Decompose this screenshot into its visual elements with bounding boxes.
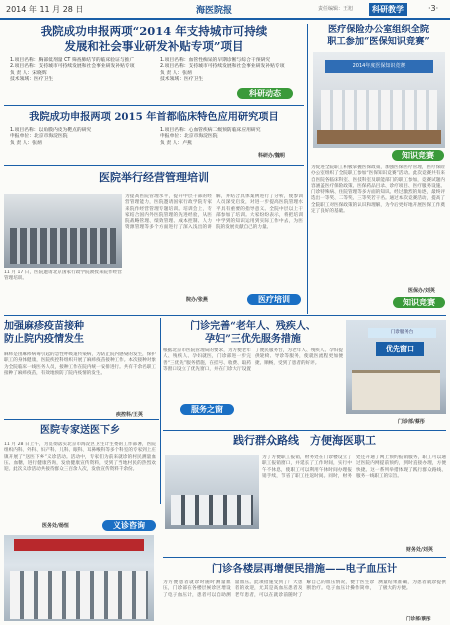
banner: 2014年度医保知识竞赛 (325, 60, 433, 73)
tag-knowledge: 知识竞赛 (393, 297, 445, 308)
article-body: 根据北京市医院管理局的要求，为方便老年人、残疾人、孕妇就医，门诊部进一步完善“三优先”服务措施，在挂号、收费、取药等窗口设立了优先窗口，并在门诊大厅设置了便民服务台，为老年人、残疾人、孕妇提供轮椅、导诊等服务，使就医流程更加便捷、顺畅，受到了患者的好评。 (163, 348, 343, 372)
contestants (321, 90, 437, 130)
byline: 门诊部/蔡彤 (398, 419, 425, 425)
tag-service: 服务之窗 (180, 404, 234, 415)
article-body: 为方便患者就诊时随时测量血压，门诊部在各楼层候诊区增设了电子血压计，患者可以自助测量血压。此项措施受到了广大患者的欢迎，尤其是高血压患者及老年患者，可以在就诊前随时了解自己的血压情况，便于医生诊断治疗。电子血压计操作简单，测量结果准确，为患者就诊提供了极大的方便。 (163, 580, 446, 598)
project-list-left: 1.项目名称：胸部低剂量 CT 筛查肺结节的临床验证与推广 2.项目名称：支持城市可持续发展和社会事业研发补贴专项 负 责 人：宋晓辉 技术领域：医疗卫生 (10, 58, 135, 82)
masthead (0, 0, 450, 20)
service-sign: 门诊服务台 (368, 328, 436, 338)
section-badge: 科研教学 (369, 3, 407, 16)
crowd (10, 571, 148, 619)
byline: 疾控科/王英 (116, 412, 143, 418)
tag-training: 医疗培训 (247, 294, 301, 305)
article-title: 践行群众路线 方便海医职工 (233, 434, 376, 447)
article-body: 为促进全院职工积极掌握医保政策，加强医保医疗管理，医疗保险办公室组织了全院职工参加“医保知识竞赛”活动。此次竞赛共有来自医院各临床科室、医技科室及职能部门的职工参加，竞赛试题内容涵盖医疗保险政策、医保药品目录、诊疗项目、医疗服务设施、门诊特殊病、住院管理等多方面的知识。经过激烈的角逐，最终评选出一等奖、二等奖、三等奖若干名。通过本次竞赛活动，提高了全院职工对医保政策的认识和理解，为今后更好地开展医保工作奠定了良好的基础。 (311, 165, 445, 215)
tag-clinic: 义诊咨询 (102, 520, 156, 531)
training-photo (4, 194, 122, 268)
byline: 门诊部/蔡彤 (406, 617, 431, 622)
staff (171, 495, 253, 525)
article-title: 门诊各楼层再增便民措施——电子血压计 (211, 563, 398, 575)
article-body: 为提高医院管理水平，提升中层干部的经营管理能力，医院邀请国家行政学院专家来院作经营管理专题培训。培训会上，专家结合国内外医院管理的先进经验，从医院战略管理、绩效管理、成本控制、人力资源管理等多个方面进行了深入浅出的讲解，并结合具体案例进行了分析，使参训人员深受启发，对进一步提高医院管理水平具有重要的指导意义。全院中层以上干部参加了培训。大家纷纷表示，将把培训中学到的知识运用到实际工作中去，为医院的发展贡献自己的力量。 (125, 194, 303, 231)
tag-research: 科研动态 (237, 88, 293, 99)
article-title: 医院举行经营管理培训 (99, 171, 209, 184)
photo-caption: 11 月 17 日，医院邀请北京国家行政学院教授来院作经营管理培训。 (4, 270, 122, 282)
byline: 财务处/刘英 (406, 547, 433, 553)
red-banner (14, 539, 144, 551)
byline: 科研办/魏明 (258, 153, 285, 159)
article-title: 医院专家送医下乡 (40, 425, 120, 436)
column-divider (160, 318, 161, 504)
paper-name: 海医院报 (196, 6, 233, 16)
project-list-right: 1.项目名称：血管性痴呆的早期诊断与综合干预研究 2.项目名称：支持城市可持续发展和社会事业研发补贴专项 负 责 人：张炳 技术领域：医疗卫生 (160, 58, 285, 82)
finance-photo (165, 455, 259, 529)
byline: 院办/张燕 (186, 297, 208, 303)
byline: 医保办/刘英 (408, 288, 435, 294)
project-list-right: 1.项目名称：心血管疾病二级预防临床应用研究 申报单位：北京市海淀医院 负 责 人：卢燕 (160, 128, 261, 146)
article-title: 加强麻疹疫苗接种 防止院内疫情发生 (4, 321, 84, 345)
article-body: 麻疹是由麻疹病毒引起的急性呼吸道传染病，为防止院内感染的发生，保护职工的身体健康，医院疾控科组织开展了麻疹疫苗接种工作。本次接种对象为全院临床一线医务人员，接种工作在院内统一安排进行。共有千余名职工接种了麻疹疫苗，有效地预防了院内疫情的发生。 (4, 352, 156, 376)
tag-competition: 知识竞赛 (392, 150, 444, 161)
desk (317, 130, 441, 144)
divider (163, 430, 446, 431)
divider (4, 315, 446, 316)
counter (352, 370, 440, 410)
divider (4, 105, 304, 106)
article-title: 我院成功申报两项“2014 年支持城市可持续 发展和社会事业研发补贴专项”项目 (40, 24, 268, 53)
priority-window-photo (346, 320, 446, 414)
competition-photo (313, 52, 445, 148)
clinic-photo (4, 535, 154, 621)
article-body: 为了方便职工报销，财务处在门诊楼设立了职工报销窗口，并延长了工作时间，实行中午不休息，使职工可以利用午休时间办理报销手续，节省了职工往返时间。同时，财务处还开通了网上预约报销服务，职工可以通过医院内网提前预约，到时直接办理，方便快捷。这一系列举措体现了践行群众路线、服务一线职工的宗旨。 (262, 455, 446, 479)
divider (4, 165, 304, 166)
priority-window-sign: 优先窗口 (376, 342, 424, 356)
article-title: 我院成功申报两项 2015 年首都临床特色应用研究项目 (29, 111, 279, 123)
byline: 医务处/杨恒 (42, 523, 69, 529)
issue-date: 2014 年 11 月 28 日 (6, 5, 84, 14)
article-title: 门诊完善“老年人、残疾人、 孕妇”三优先服务措施 (190, 321, 316, 345)
page-number: ·3· (428, 4, 439, 13)
article-body: 11 月 28 日上午，为贯彻落实北京市海淀区卫生计生委的工作部署，医院组织内科、外科、妇产科、儿科、眼科、耳鼻喉科等多个科室的专家到上庄镇开展了“送医下乡”义诊活动。活动中，专家们为前来就诊的村民测量血压、血糖，进行健康咨询，发放健康宣传资料，受到了当地村民的热烈欢迎。此次义诊活动共接待群众三百余人次，发放宣传资料千余份。 (4, 442, 156, 473)
audience (10, 228, 116, 264)
divider (163, 557, 446, 558)
project-list-left: 1.项目名称：以角膜内皮为靶点的研究 申报单位：北京市海淀医院 负 责 人：张炳 (10, 128, 92, 146)
editor-name: 责任编辑：王旭 (318, 6, 354, 12)
column-divider (307, 24, 308, 314)
divider (4, 419, 159, 420)
article-title: 医疗保险办公室组织全院 职工参加“医保知识竞赛” (327, 24, 430, 47)
